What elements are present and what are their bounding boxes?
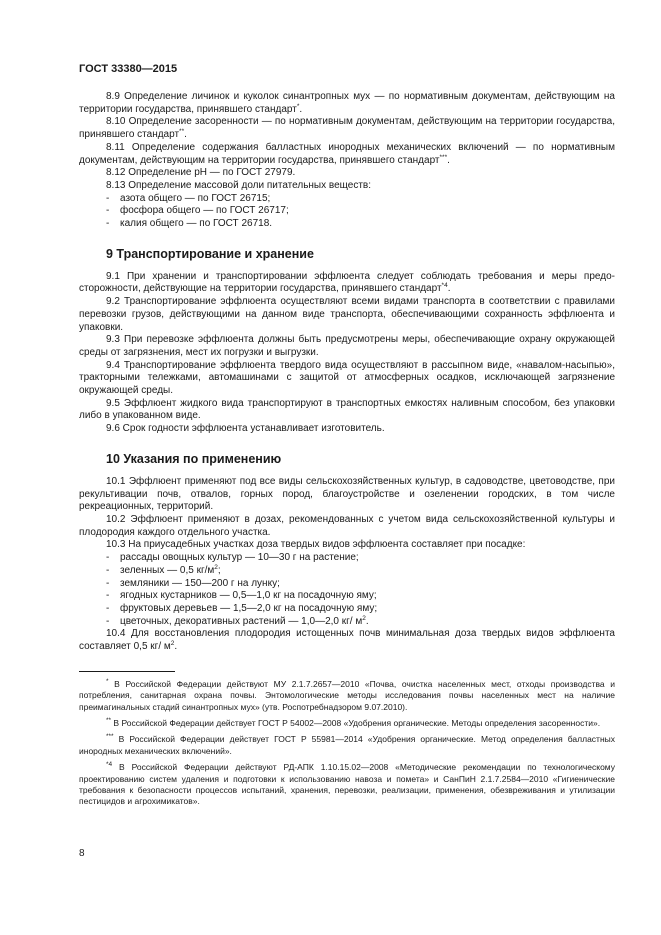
paragraph-9-6: 9.6 Срок годности эффлюента устанавливает изготовитель.	[106, 423, 385, 435]
paragraph-8-12: 8.12 Определение рН — по ГОСТ 27979.	[106, 167, 296, 179]
paragraph-8-11: 8.11 Определение содержания балластных инородных механических включений — по нормативным документам, действующим на территории государства, принявшего стандарт***.	[79, 141, 615, 166]
paragraph-8-10: 8.10 Определение засоренности — по нормативным документам, действующим на территории государства, принявшего стандарт**.	[79, 116, 615, 141]
footnote: *** В Российской Федерации действует ГОСТ Р 55981—2014 «Удобрения органические. Метод определения балластных инородных механических включений».	[79, 733, 615, 756]
paragraph-9-2: 9.2 Транспортирование эффлюента осуществляют всеми видами транспорта в соответствии с правилами перевозки грузов, действующими на данном виде транспорта, обеспечивающими сохранность эффлюента и упаковки.	[79, 296, 615, 333]
section-title-9: 9 Транспортирование и хранение	[106, 246, 314, 261]
footnote-divider	[79, 671, 175, 672]
footnote-ref: *	[296, 102, 300, 110]
list-item: - ягодных кустарников — 0,5—1,0 кг на посадочную яму;	[106, 590, 377, 602]
paragraph-8-13: 8.13 Определение массовой доли питательных веществ:	[106, 179, 372, 191]
paragraph-9-5: 9.5 Эффлюент жидкого вида транспортируют в транспортных емкостях наливным способом, без упаковки либо в упакованном виде.	[79, 397, 615, 422]
paragraph-10-1: 10.1 Эффлюент применяют под все виды сельскохозяйственных культур, в садоводстве, цветоводстве, при рекультивации почв, отвалов, горных пород, благоустройстве и озеленении городских, в том числе рекреационных, территорий.	[79, 475, 615, 513]
footnote-ref: *4	[441, 282, 448, 290]
footnote: ** В Российской Федерации действует ГОСТ Р 54002—2008 «Удобрения органические. Методы определения засоренности».	[106, 716, 601, 728]
list-item: - азота общего — по ГОСТ 26715;	[106, 192, 271, 204]
list-item: - фосфора общего — по ГОСТ 26717;	[106, 205, 289, 217]
list-item: - калия общего — по ГОСТ 26718.	[106, 218, 273, 230]
list-item: - цветочных, декоративных растений — 1,0—2,0 кг/ $м^2$.	[106, 614, 369, 627]
paragraph-9-4: 9.4 Транспортирование эффлюента твердого вида осуществляют в рассыпном виде, «навалом-насыпью», тракторными тележками, автомашинами с защитой от атмосферных осадков, исключающей загрязнение окружающей среды.	[79, 359, 615, 397]
footnote: $^{*4}$ В Российской Федерации действуют РД-АПК 1.10.15.02—2008 «Методические рекомендации по технологическому проектированию систем удаления и подготовки к использованию навоза и помета» и СанПиН 2.1.7.2584—2010 «Гигиенические требования к безопасности процессов испытаний, хранения, перевозки, реализации, применения, обезвреживания и утилизации пестицидов и агрохимикатов».	[79, 761, 615, 807]
list-item: - фруктовых деревьев — 1,5—2,0 кг на посадочную яму;	[106, 602, 378, 614]
list-item: - зеленных — 0,5 $кг/м^2$;	[106, 563, 221, 576]
paragraph-9-1: 9.1 При хранении и транспортировании эффлюента следует соблюдать требования и меры предосторожности, действующие на территории государства, принявшего стандарт$^{*4}$.	[79, 270, 615, 295]
footnote: * В Российской Федерации действуют МУ 2.1.7.2657—2010 «Почва, очистка населенных мест, отходы производства и потребления, санитарная охрана почвы. Энтомологические методы исследования почвы населенных мест на наличие преимагинальных стадий синантропных мух» (утв. Роспотребнадзором 9.07.2010).	[79, 677, 615, 712]
page-number: 8	[79, 848, 85, 859]
footnote-ref: **	[179, 128, 185, 136]
paragraph-8-9: 8.9 Определение личинок и куколок синантропных мух — по нормативным документам, действующим на территории государства, принявшего стандарт*.	[79, 91, 615, 115]
footnote-ref: ***	[439, 153, 448, 161]
list-item: - земляники — 150—200 г на лунку;	[106, 577, 280, 589]
section-title-10: 10 Указания по применению	[106, 451, 282, 466]
document-header: ГОСТ 33380—2015	[79, 63, 178, 75]
paragraph-10-3: 10.3 На приусадебных участках доза твердых видов эффлюента составляет при посадке:	[106, 539, 526, 551]
list-item: - рассады овощных культур — 10—30 г на растение;	[106, 552, 359, 564]
page-body	[79, 91, 615, 813]
paragraph-10-2: 10.2 Эффлюент применяют в дозах, рекомендованных с учетом вида сельскохозяйственной культуры и плодородия каждого отдельного участка.	[79, 513, 615, 538]
paragraph-9-3: 9.3 При перевозке эффлюента должны быть предусмотрены меры, обеспечивающие охрану окружающей среды от загрязнения, мест их погрузки и выгрузки.	[79, 334, 615, 358]
paragraph-10-4: 10.4 Для восстановления плодородия истощенных почв минимальная доза твердых видов эффлюента составляет 0,5 кг/ $м^2$.	[79, 628, 615, 653]
